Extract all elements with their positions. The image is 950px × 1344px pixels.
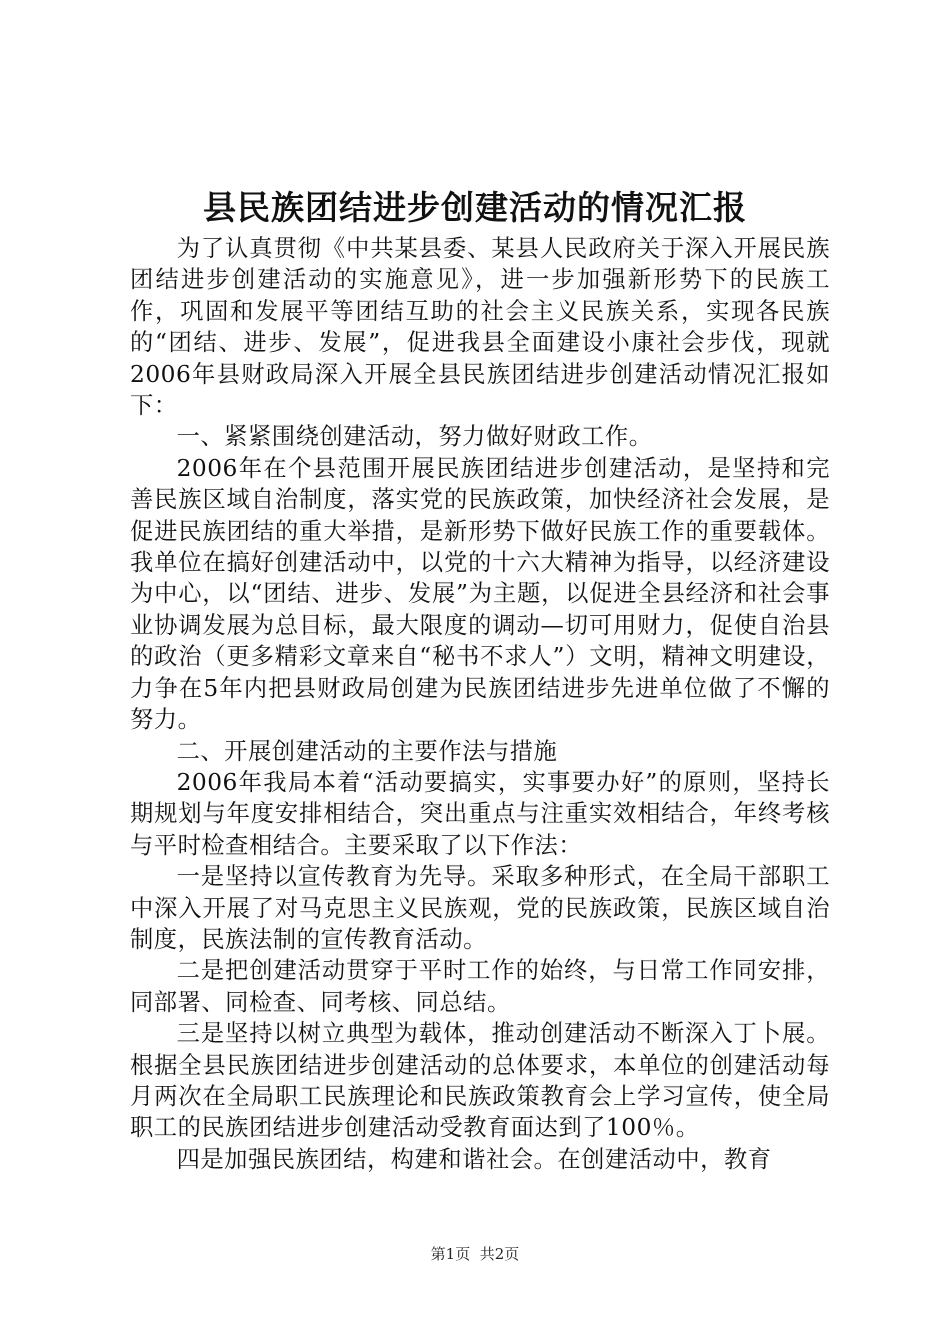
paragraph-measure-4: 四是加强民族团结，构建和谐社会。在创建活动中，教育 — [176, 1145, 772, 1173]
section-heading-1: 一、紧紧围绕创建活动，努力做好财政工作。 — [176, 423, 653, 451]
paragraph-intro: 为了认真贯彻《中共某县委、某县人民政府关于深入开展民族团结进步创建活动的实施意见》，进一步加强新形势下的民族工作，巩固和发展平等团结互助的社会主义民族关系，实现各民族的“团结、进步、发展”，促进我县全面建设小康社会步伐，现就2006年县财政局深入开展全县民族团结进步创建活动情况汇报如下： — [130, 235, 830, 420]
document-body — [130, 233, 830, 1175]
paragraph-section-2: 2006年我局本着“活动要搞实，实事要办好”的原则，坚持长期规划与年度安排相结合，突出重点与注重实效相结合，年终考核与平时检查相结合。主要采取了以下作法： — [130, 768, 830, 859]
paragraph-measure-2: 二是把创建活动贯穿于平时工作的始终，与日常工作同安排，同部署、同检查、同考核、同总结。 — [130, 957, 830, 1016]
paragraph-section-1: 2006年在个县范围开展民族团结进步创建活动，是坚持和完善民族区域自治制度，落实党的民族政策，加快经济社会发展，是促进民族团结的重大举措，是新形势下做好民族工作的重要载体。我单位在搞好创建活动中，以党的十六大精神为指导，以经济建设为中心，以“团结、进步、发展”为主题，以促进全县经济和社会事业协调发展为总目标，最大限度的调动—切可用财力，促使自治县的政治（更多精彩文章来自“秘书不求人”）文明，精神文明建设，力争在5年内把县财政局创建为民族团结进步先进单位做了不懈的努力。 — [130, 454, 830, 734]
document-title: 县民族团结进步创建活动的情况汇报 — [203, 188, 747, 227]
paragraph-measure-3: 三是坚持以树立典型为载体，推动创建活动不断深入丁卜展。根据全县民族团结进步创建活动的总体要求，本单位的创建活动每月两次在全局职工民族理论和民族政策教育会上学习宣传，使全局职工的民族团结进步创建活动受教育面达到了100％。 — [130, 1020, 830, 1142]
page-number: 第1页 — [430, 1245, 471, 1263]
page-total: 共2页 — [479, 1245, 520, 1263]
paragraph-measure-1: 一是坚持以宣传教育为先导。采取多种形式，在全局干部职工中深入开展了对马克思主义民族观，党的民族政策，民族区域自治制度，民族法制的宣传教育活动。 — [130, 863, 830, 953]
section-heading-2: 二、开展创建活动的主要作法与措施 — [176, 737, 558, 765]
page-footer — [0, 1244, 950, 1264]
